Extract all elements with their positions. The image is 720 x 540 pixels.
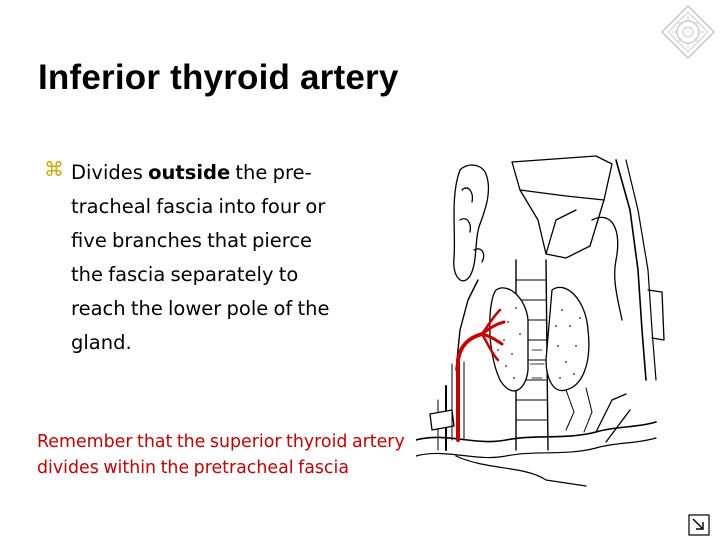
bullet-item <box>44 156 344 360</box>
reminder-note: Remember that the superior thyroid artery divides within the pretracheal fascia <box>37 432 405 478</box>
bullet-text-end: the pre-tracheal fascia into four or five branches that pierce the fascia separately to reach the lower pole of the gland. <box>71 161 330 354</box>
bullet-text-start: Divides <box>71 161 149 184</box>
bullet-text <box>71 156 344 360</box>
neck-anatomy-illustration <box>416 150 678 500</box>
university-emblem-icon <box>660 4 716 60</box>
end-show-icon[interactable] <box>688 514 710 536</box>
slide-title: Inferior thyroid artery <box>38 58 399 97</box>
bullet-text-emphasis: outside <box>148 161 231 184</box>
z-bullet-icon: ⌘ <box>44 157 64 181</box>
